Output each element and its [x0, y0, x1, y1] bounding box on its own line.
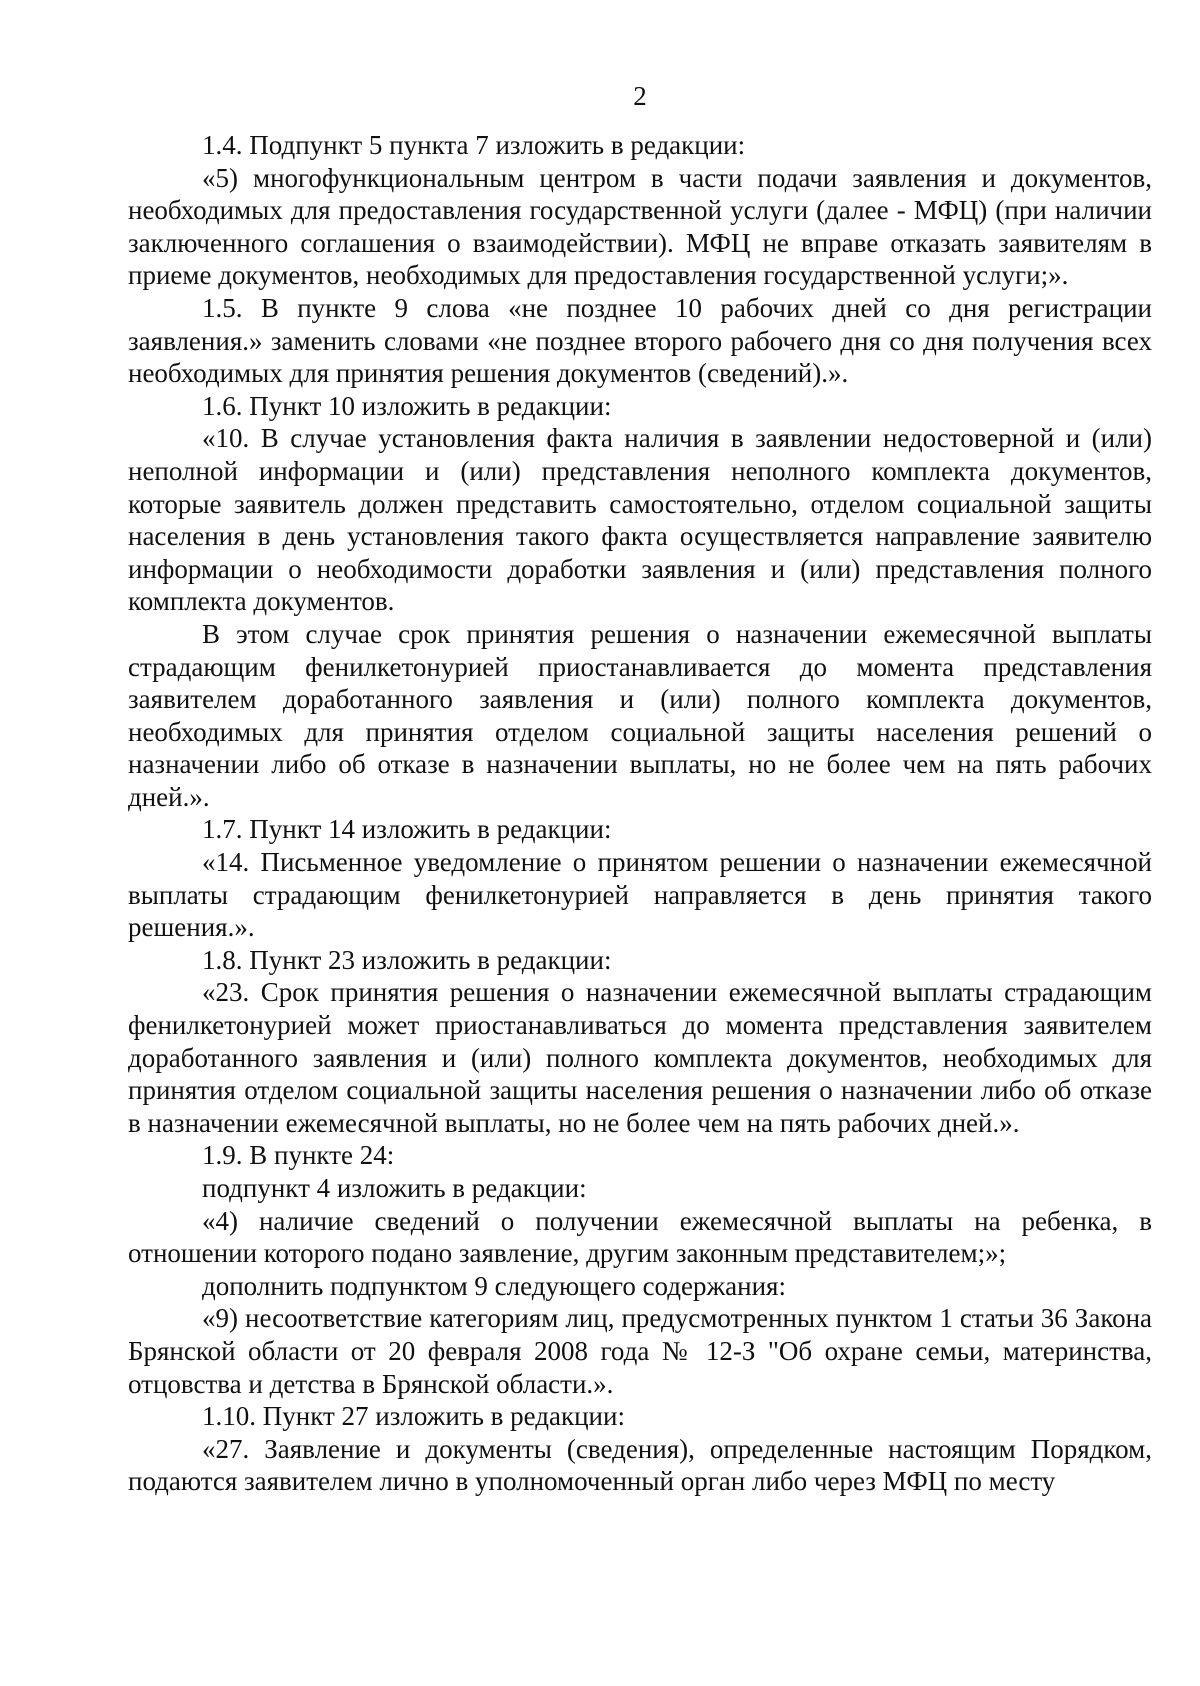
paragraph: 1.7. Пункт 14 изложить в редакции: — [202, 814, 612, 845]
paragraph: «4) наличие сведений о получении ежемесячной выплаты на ребенка, в отношении которого подано заявление, другим законным представителем;»; — [128, 1205, 1152, 1269]
paragraph: 1.10. Пункт 27 изложить в редакции: — [202, 1401, 625, 1432]
paragraph: 1.4. Подпункт 5 пункта 7 изложить в редакции: — [202, 130, 746, 160]
paragraph: 1.9. В пункте 24: — [202, 1140, 395, 1171]
paragraph: 1.8. Пункт 23 изложить в редакции: — [202, 944, 612, 975]
paragraph: дополнить подпунктом 9 следующего содержания: — [202, 1270, 786, 1301]
paragraph: подпункт 4 изложить в редакции: — [202, 1173, 587, 1203]
paragraph: В этом случае срок принятия решения о назначении ежемесячной выплаты страдающим фенилкетонурией приостанавливается до момента представления заявителем доработанного заявления и (или) полного комплекта документов, необходимых для принятия отделом социальной защиты населения решений о назначении либо об отказе в назначении выплаты, но не более чем на пять рабочих дней.». — [128, 618, 1152, 812]
document-page — [128, 80, 1152, 1498]
paragraph: 1.5. В пункте 9 слова «не позднее 10 рабочих дней со дня регистрации заявления.» заменить словами «не позднее второго рабочего дня со дня получения всех необходимых для принятия решения документов (сведений).». — [128, 292, 1152, 389]
paragraph: «5) многофункциональным центром в части подачи заявления и документов, необходимых для предоставления государственной услуги (далее - МФЦ) (при наличии заключенного соглашения о взаимодействии). МФЦ не вправе отказать заявителям в приеме документов, необходимых для предоставления государственной услуги;». — [128, 162, 1152, 291]
paragraph: «23. Срок принятия решения о назначении ежемесячной выплаты страдающим фенилкетонурией может приостанавливаться до момента представления заявителем доработанного заявления и (или) полного комплекта документов, необходимых для принятия отделом социальной защиты населения решения о назначении либо об отказе в назначении ежемесячной выплаты, но не более чем на пять рабочих дней.». — [128, 977, 1152, 1138]
paragraph: «10. В случае установления факта наличия в заявлении недостоверной и (или) неполной информации и (или) представления неполного комплекта документов, которые заявитель должен представить самостоятельно, отделом социальной защиты населения в день установления такого факта осуществляется направление заявителю информации о необходимости доработки заявления и (или) представления полного комплекта документов. — [128, 423, 1152, 617]
paragraph: «27. Заявление и документы (сведения), определенные настоящим Порядком, подаются заявителем лично в уполномоченный орган либо через МФЦ по месту — [128, 1433, 1152, 1497]
paragraph: «14. Письменное уведомление о принятом решении о назначении ежемесячной выплаты страдающим фенилкетонурией направляется в день принятия такого решения.». — [128, 847, 1152, 943]
document-body — [128, 129, 1152, 1498]
paragraph: «9) несоответствие категориям лиц, предусмотренных пунктом 1 статьи 36 Закона Брянской области от 20 февраля 2008 года № 12-З "Об охране семьи, материнства, отцовства и детства в Брянской области.». — [128, 1303, 1152, 1399]
page-number: 2 — [633, 81, 647, 111]
paragraph: 1.6. Пункт 10 изложить в редакции: — [202, 390, 612, 421]
